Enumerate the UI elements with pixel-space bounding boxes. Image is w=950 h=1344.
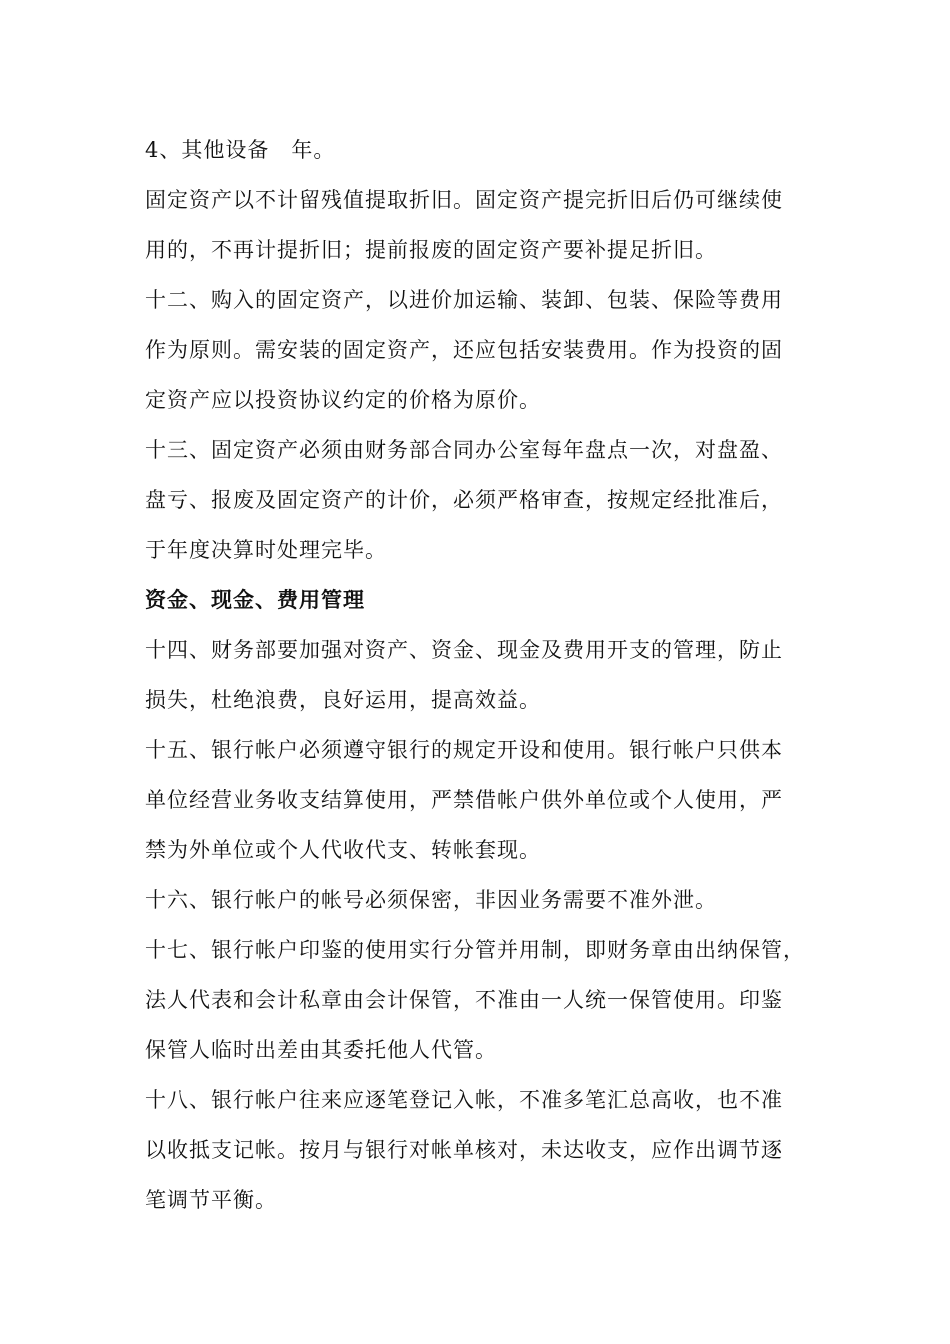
text-line: 以收抵支记帐。按月与银行对帐单核对，未达收支，应作出调节逐 bbox=[145, 1138, 783, 1162]
text-line: 笔调节平衡。 bbox=[145, 1188, 277, 1212]
text-line: 十三、固定资产必须由财务部合同办公室每年盘点一次，对盘盈、 bbox=[145, 438, 783, 462]
text-line: 十七、银行帐户印鉴的使用实行分管并用制，即财务章由出纳保管， bbox=[145, 938, 805, 962]
section-heading: 资金、现金、费用管理 bbox=[145, 587, 365, 612]
text-line: 十五、银行帐户必须遵守银行的规定开设和使用。银行帐户只供本 bbox=[145, 738, 783, 762]
text-line: 十八、银行帐户往来应逐笔登记入帐，不准多笔汇总高收，也不准 bbox=[145, 1088, 783, 1112]
text-line: 禁为外单位或个人代收代支、转帐套现。 bbox=[145, 838, 541, 862]
text-line: 于年度决算时处理完毕。 bbox=[145, 538, 387, 562]
text-line: 固定资产以不计留残值提取折旧。固定资产提完折旧后仍可继续使 bbox=[145, 188, 783, 212]
text-line: 单位经营业务收支结算使用，严禁借帐户供外单位或个人使用，严 bbox=[145, 788, 783, 812]
text-line: 十六、银行帐户的帐号必须保密，非因业务需要不准外泄。 bbox=[145, 888, 717, 912]
text-line: 定资产应以投资协议约定的价格为原价。 bbox=[145, 388, 541, 412]
text-line: 损失，杜绝浪费，良好运用，提高效益。 bbox=[145, 688, 541, 712]
text-line: 十二、购入的固定资产，以进价加运输、装卸、包装、保险等费用 bbox=[145, 288, 783, 312]
text-line: 保管人临时出差由其委托他人代管。 bbox=[145, 1038, 497, 1062]
text-line: 4、其他设备 年。 bbox=[145, 138, 336, 162]
text-line: 用的，不再计提折旧；提前报废的固定资产要补提足折旧。 bbox=[145, 238, 717, 262]
text-line: 法人代表和会计私章由会计保管，不准由一人统一保管使用。印鉴 bbox=[145, 988, 783, 1012]
text-line: 作为原则。需安装的固定资产，还应包括安装费用。作为投资的固 bbox=[145, 338, 783, 362]
text-line: 十四、财务部要加强对资产、资金、现金及费用开支的管理，防止 bbox=[145, 638, 783, 662]
text-line: 盘亏、报废及固定资产的计价，必须严格审查，按规定经批准后， bbox=[145, 488, 783, 512]
